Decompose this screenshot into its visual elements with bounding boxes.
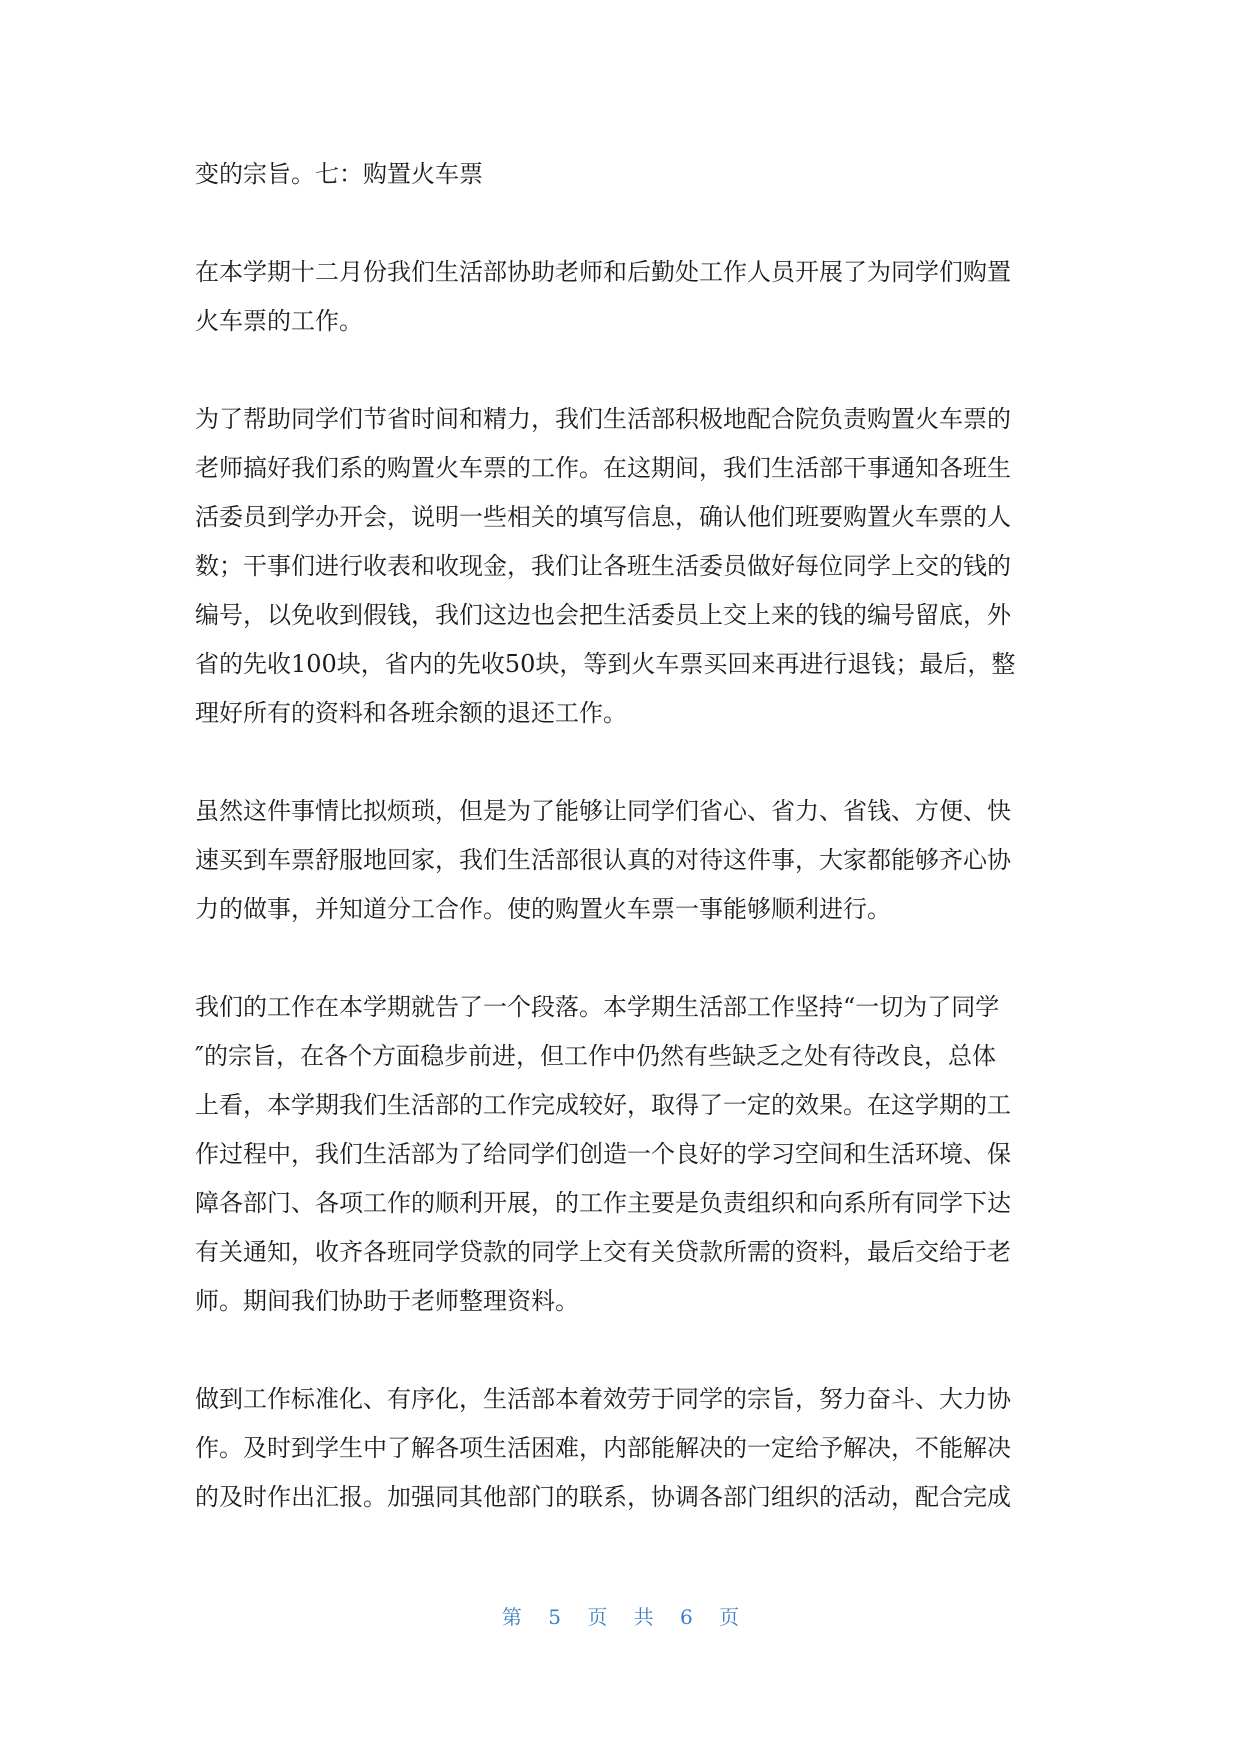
paragraph	[195, 787, 1050, 934]
paragraph	[195, 1375, 1050, 1522]
text-line: ″的宗旨，在各个方面稳步前进，但工作中仍然有些缺乏之处有待改良，总体	[195, 1042, 996, 1070]
text-line: 我们的工作在本学期就告了一个段落。本学期生活部工作坚持“一切为了同学	[195, 993, 1000, 1021]
text-line: 师。期间我们协助于老师整理资料。	[195, 1287, 579, 1315]
footer-di: 第	[501, 1605, 522, 1629]
text-line: 的及时作出汇报。加强同其他部门的联系，协调各部门组织的活动，配合完成	[195, 1483, 1011, 1511]
text-line: 有关通知，收齐各班同学贷款的同学上交有关贷款所需的资料，最后交给于老	[195, 1238, 1011, 1266]
text-line: 理好所有的资料和各班余额的退还工作。	[195, 699, 627, 727]
text-line: 数；干事们进行收表和收现金，我们让各班生活委员做好每位同学上交的钱的	[195, 552, 1011, 580]
text-line: 速买到车票舒服地回家，我们生活部很认真的对待这件事，大家都能够齐心协	[195, 846, 1011, 874]
text-line: 障各部门、各项工作的顺利开展，的工作主要是负责组织和向系所有同学下达	[195, 1189, 1011, 1217]
text-line: 作。及时到学生中了解各项生活困难，内部能解决的一定给予解决，不能解决	[195, 1434, 1011, 1462]
paragraph	[195, 248, 1050, 346]
document-body	[195, 150, 1050, 1571]
text-line: 老师搞好我们系的购置火车票的工作。在这期间，我们生活部干事通知各班生	[195, 454, 1011, 482]
paragraph	[195, 150, 1050, 199]
text-line: 力的做事，并知道分工合作。使的购置火车票一事能够顺利进行。	[195, 895, 891, 923]
text-line: 虽然这件事情比拟烦琐，但是为了能够让同学们省心、省力、省钱、方便、快	[195, 797, 1011, 825]
page-footer	[0, 1603, 1241, 1631]
text-line: 为了帮助同学们节省时间和精力，我们生活部积极地配合院负责购置火车票的	[195, 405, 1011, 433]
text-line: 作过程中，我们生活部为了给同学们创造一个良好的学习空间和生活环境、保	[195, 1140, 1011, 1168]
footer-ye-end: 页	[719, 1605, 740, 1629]
total-page-number: 6	[680, 1605, 693, 1629]
text-line: 变的宗旨。七：购置火车票	[195, 160, 483, 188]
footer-gong: 共	[633, 1605, 654, 1629]
text-line: 省的先收100块，省内的先收50块，等到火车票买回来再进行退钱；最后，整	[195, 650, 1016, 678]
text-line: 在本学期十二月份我们生活部协助老师和后勤处工作人员开展了为同学们购置	[195, 258, 1011, 286]
text-line: 做到工作标准化、有序化，生活部本着效劳于同学的宗旨，努力奋斗、大力协	[195, 1385, 1011, 1413]
text-line: 编号，以免收到假钱，我们这边也会把生活委员上交上来的钱的编号留底，外	[195, 601, 1011, 629]
current-page-number: 5	[548, 1605, 561, 1629]
paragraph	[195, 395, 1050, 738]
footer-ye: 页	[587, 1605, 608, 1629]
text-line: 活委员到学办开会，说明一些相关的填写信息，确认他们班要购置火车票的人	[195, 503, 1011, 531]
paragraph	[195, 983, 1050, 1326]
text-line: 上看，本学期我们生活部的工作完成较好，取得了一定的效果。在这学期的工	[195, 1091, 1011, 1119]
text-line: 火车票的工作。	[195, 307, 363, 335]
